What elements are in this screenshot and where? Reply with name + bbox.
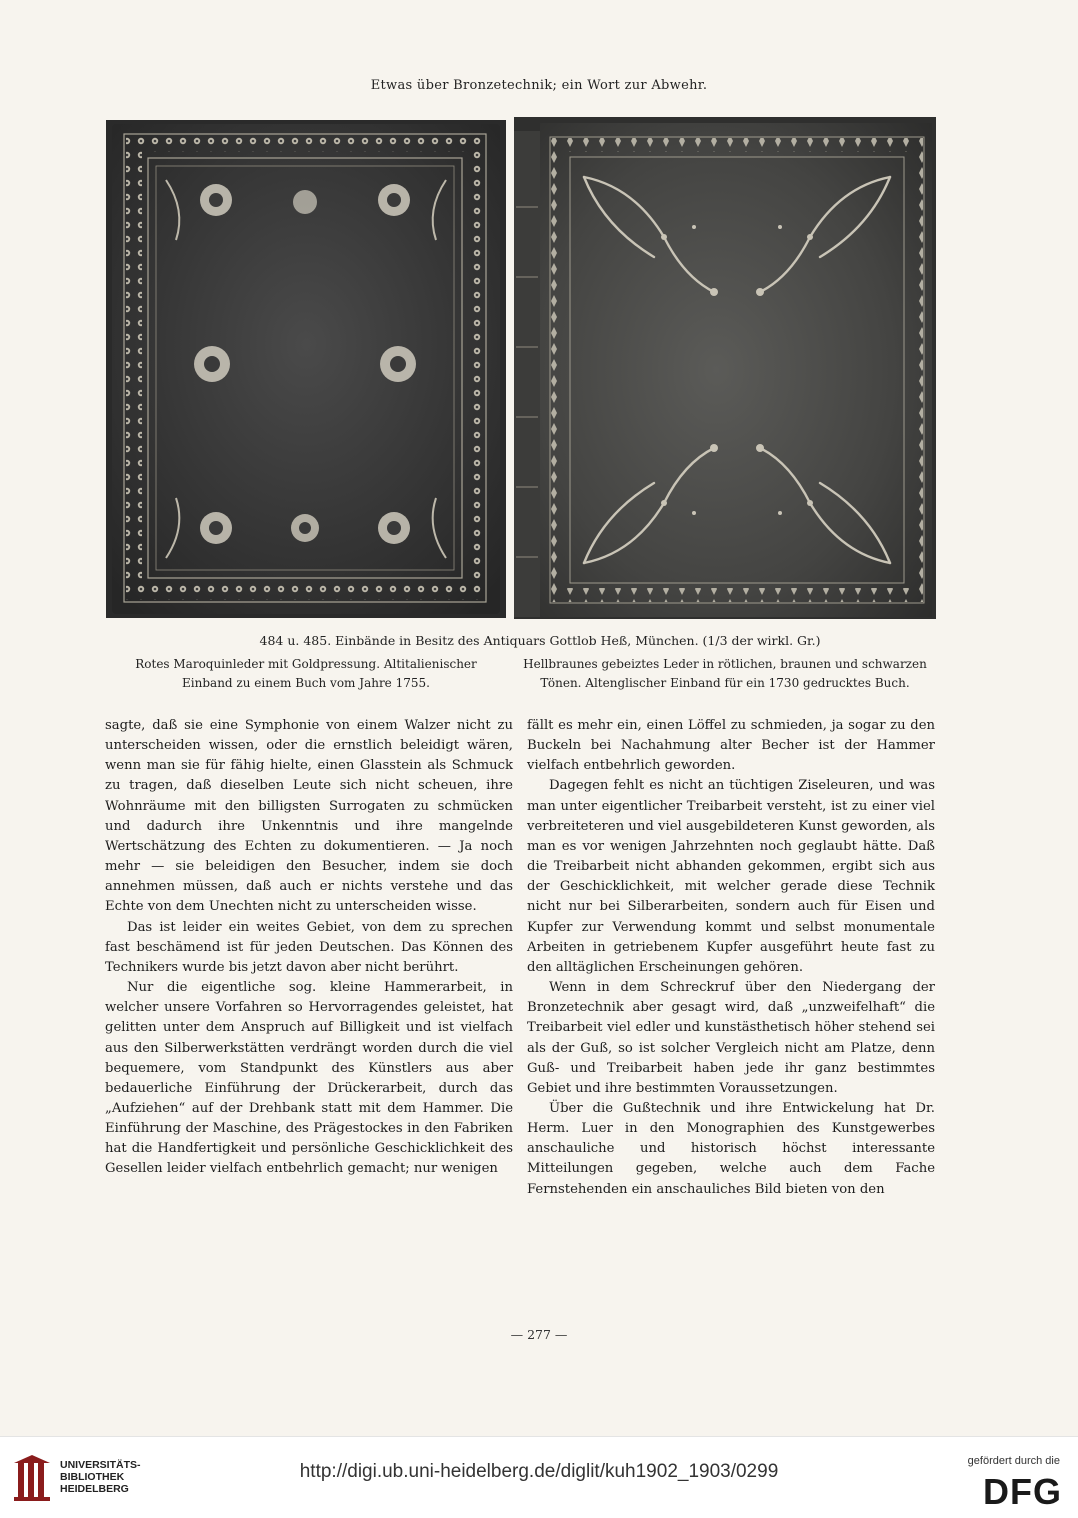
paragraph: fällt es mehr ein, einen Löffel zu schmieden, ja sogar zu den Buckeln bei Nachahmung alter Becher ist der Hammer vielfach entbehrlich geworden. — [527, 718, 935, 774]
library-name-line: UNIVERSITÄTS- — [60, 1459, 141, 1471]
dfg-logo: DFG — [983, 1471, 1062, 1512]
digitization-footer — [0, 1436, 1078, 1518]
library-name-line: HEIDELBERG — [60, 1483, 129, 1495]
paragraph: Wenn in dem Schreckruf über den Niedergang der Bronzetechnik aber gesagt wird, daß „unzweifelhaft“ die Treibarbeit viel edler und kunstästhetisch höher stehend sei als der Guß, so ist solcher Vergleich nicht am Platze, denn Guß- und Treibarbeit haben jede ihr ganz bestimmtes Gebiet und ihre bestimmten Voraussetzungen. — [527, 980, 935, 1096]
left-plate-caption — [106, 655, 506, 693]
paragraph: Dagegen fehlt es nicht an tüchtigen Ziseleuren, und was man unter eigentlicher Treibarbeit versteht, ist zu einer viel verbreiteteren und viel ausgebildeteren Kunst geworden, als man es vor wenigen Jahrzehnten noch geglaubt hätte. Daß die Treibarbeit nicht abhanden gekommen, ergibt sich aus der Geschicklichkeit, mit welcher gerade diese Technik nicht nur bei Silberarbeiten, sondern auch für Eisen und Kupfer zur Verwendung kommt und selbst monumentale Arbeiten in getriebenem Kupfer ausgeführt heute fast zu den alltäglichen Erscheinungen gehören. — [527, 778, 935, 975]
left-plate-caption-line: Einband zu einem Buch vom Jahre 1755. — [182, 676, 430, 690]
right-plate-caption-line: Hellbraunes gebeiztes Leder in rötlichen, braunen und schwarzen — [523, 657, 927, 671]
paragraph: Das ist leider ein weites Gebiet, von dem zu sprechen fast beschämend ist für jeden Deutschen. Das Können des Technikers wurde bis jetzt davon aber nicht berührt. — [105, 919, 513, 975]
running-head: Etwas über Bronzetechnik; ein Wort zur Abwehr. — [370, 78, 708, 93]
text-column-left — [105, 716, 513, 1180]
library-name-line: BIBLIOTHEK — [60, 1471, 125, 1483]
permalink-url[interactable]: http://digi.ub.uni-heidelberg.de/diglit/kuh1902_1903/0299 — [299, 1461, 779, 1482]
paragraph: Über die Gußtechnik und ihre Entwickelung hat Dr. Herm. Luer in den Monographien des Kunstgewerbes anschauliche und historisch höchst interessante Mitteilungen gegeben, welche auch dem Fache Fernstehenden ein anschauliches Bild bieten von den — [527, 1100, 935, 1197]
funding-note: gefördert durch die — [967, 1455, 1060, 1467]
right-plate-caption — [514, 655, 936, 693]
page-number: — 277 — — [510, 1327, 568, 1342]
plate-caption: 484 u. 485. Einbände in Besitz des Antiquars Gottlob Heß, München. (1/3 der wirkl. Gr.) — [259, 633, 821, 648]
left-plate-caption-line: Rotes Maroquinleder mit Goldpressung. Altitalienischer — [135, 657, 477, 671]
paragraph: Nur die eigentliche sog. kleine Hammerarbeit, in welcher unsere Vorfahren so Hervorragendes geleistet, hat gelitten unter dem Anspruch auf Billigkeit und ist vielfach aus den Silberwerkstätten verdrängt worden durch die viel bequemere, vom Standpunkt des Künstlers aus aber bedauerliche Einführung der Drückerarbeit, durch das „Aufziehen“ auf der Drehbank statt mit dem Hammer. Die Einführung der Maschine, des Prägestockes in den Fabriken hat die Handfertigkeit und persönliche Geschicklichkeit des Gesellen leider vielfach entbehrlich gemacht; nur wenigen — [105, 980, 513, 1177]
text-column-right — [527, 716, 935, 1200]
book-binding-right-image — [514, 117, 936, 619]
paragraph: sagte, daß sie eine Symphonie von einem Walzer nicht zu unterscheiden wissen, oder die ernstlich beleidigt wären, wenn man sie für fähig hielte, einen Glasstein als Schmuck zu tragen, daß dieselben Leute sich nicht scheuen, ihre Wohnräume mit den billigsten Surrogaten zu schmücken und dadurch ihre Unkenntnis und ihre mangelnde Wertschätzung des Echten zu dokumentieren. — Ja noch mehr — sie beleidigen den Besucher, indem sie doch annehmen müssen, daß auch er nichts verstehe und das Echte von dem Unechten nicht zu unterscheiden wisse. — [105, 718, 513, 915]
book-binding-left-image — [106, 120, 506, 618]
right-plate-caption-line: Tönen. Altenglischer Einband für ein 1730 gedrucktes Buch. — [540, 676, 910, 690]
